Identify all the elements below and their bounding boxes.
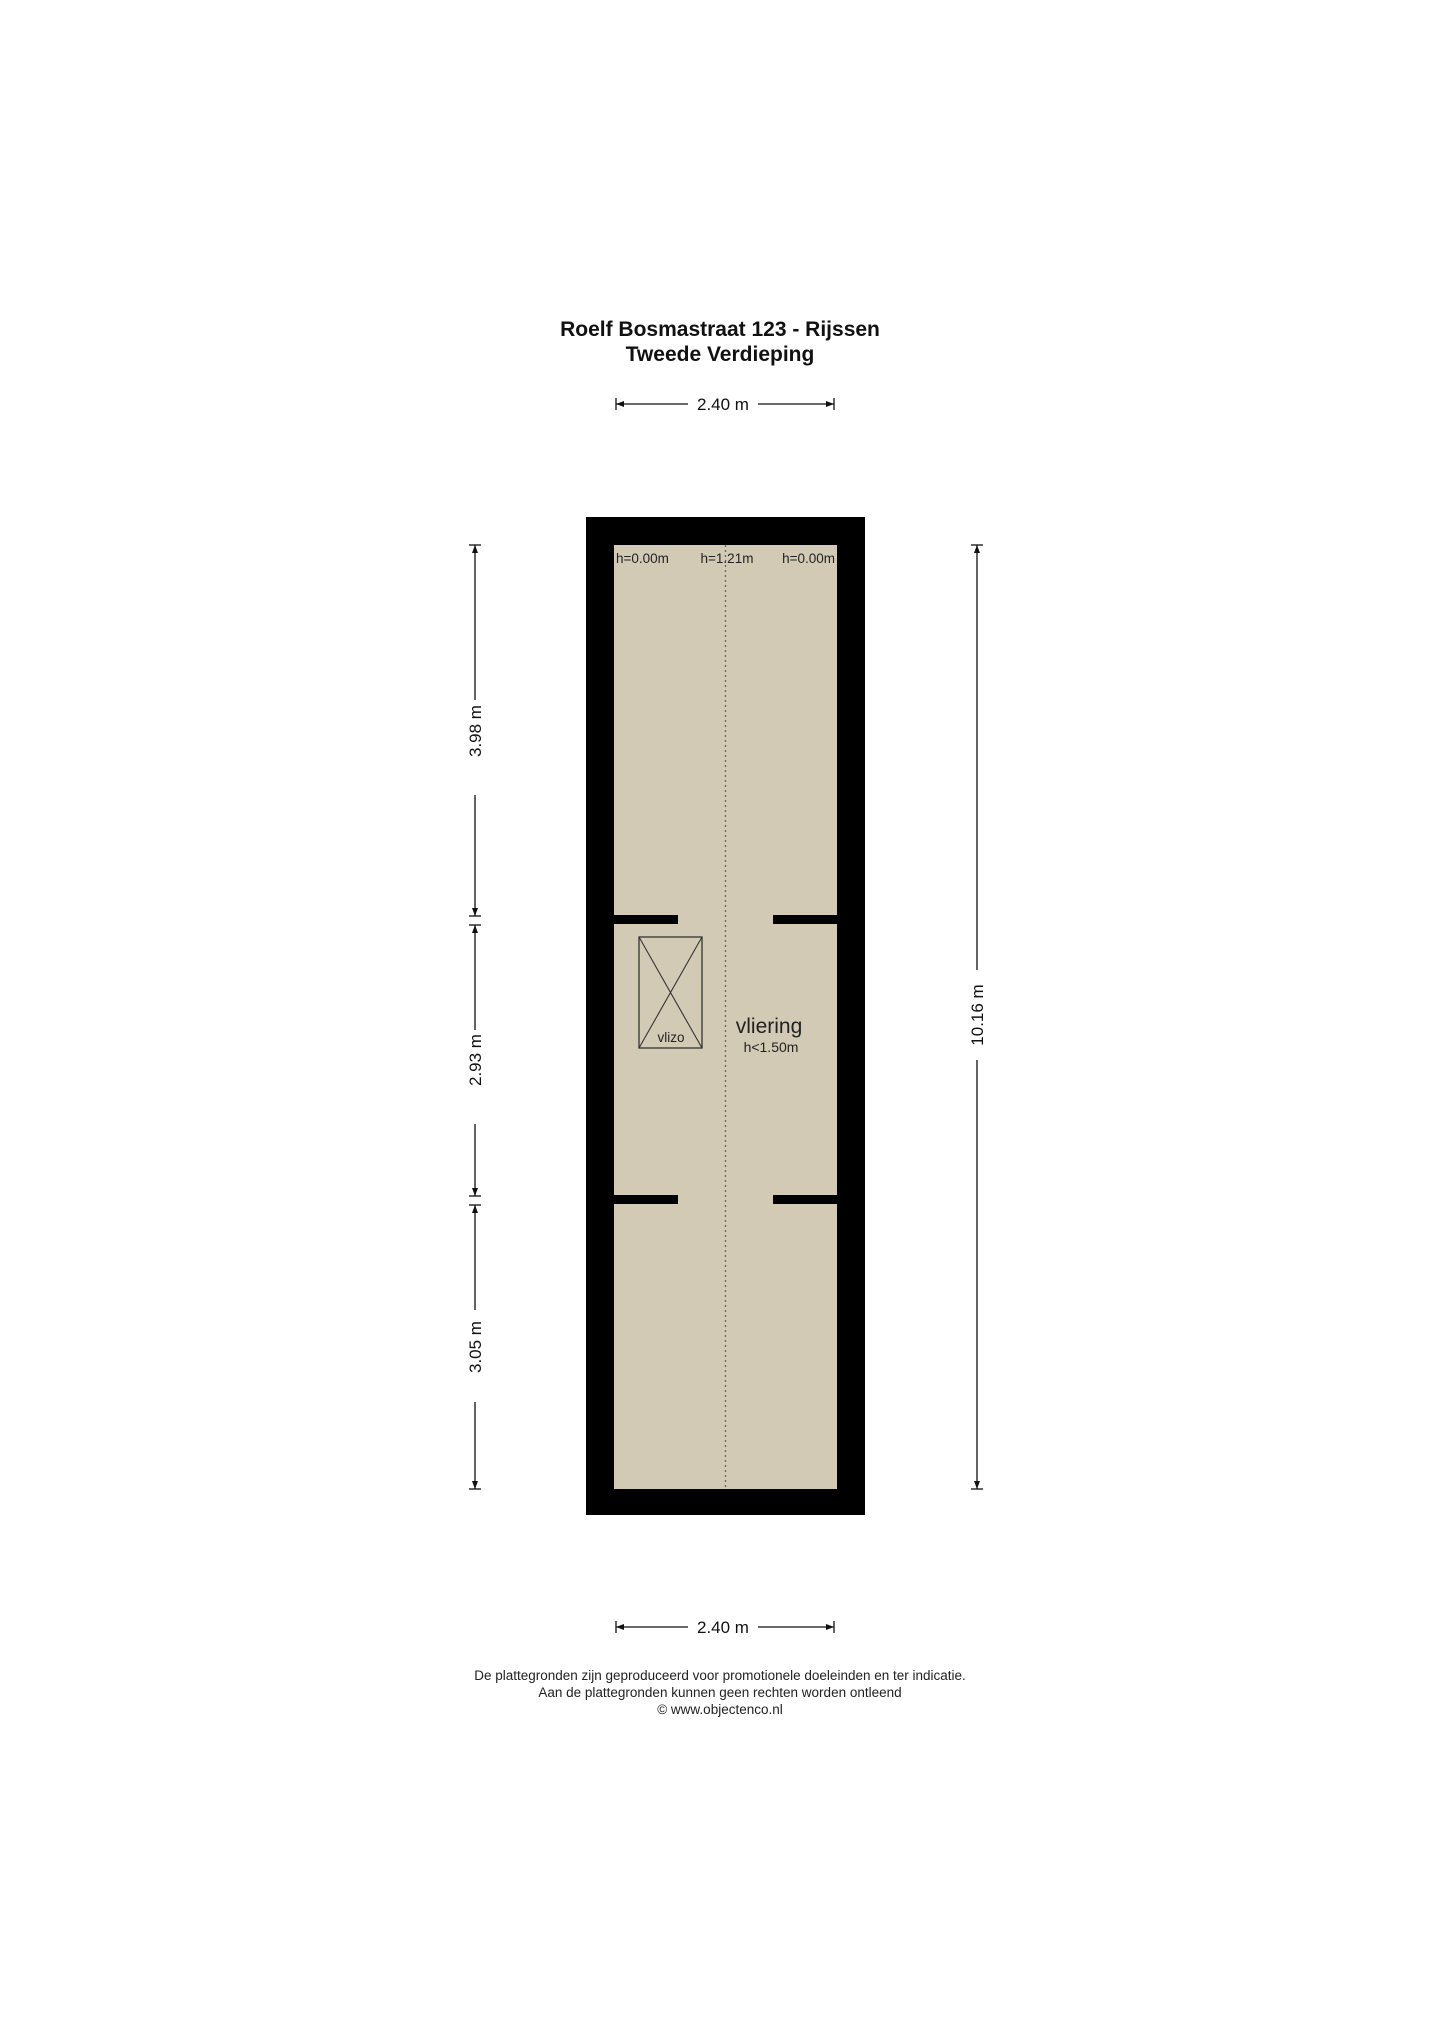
top-width-label: 2.40 m	[697, 395, 749, 414]
height-label-left: h=0.00m	[616, 551, 669, 566]
wall-stub-lower-left	[614, 1195, 678, 1204]
disclaimer-line-1: De plattegronden zijn geproduceerd voor promotionele doeleinden en ter indicatie.	[474, 1668, 966, 1683]
wall-stub-lower-right	[773, 1195, 837, 1204]
left-height-dimension	[466, 545, 485, 1489]
left-segment-3-label: 3.05 m	[466, 1321, 485, 1373]
bottom-width-label: 2.40 m	[697, 1618, 749, 1637]
wall-stub-upper-left	[614, 915, 678, 924]
bottom-width-dimension	[616, 1618, 834, 1637]
top-width-dimension	[616, 395, 834, 414]
room-name: vliering	[735, 1015, 803, 1038]
copyright-line: © www.objectenco.nl	[657, 1702, 783, 1717]
right-height-dimension	[968, 545, 987, 1489]
height-label-right: h=0.00m	[782, 551, 835, 566]
vlizo-label: vlizo	[657, 1030, 685, 1045]
right-total-label: 10.16 m	[968, 984, 987, 1046]
left-segment-2-label: 2.93 m	[466, 1034, 485, 1086]
height-label-ridge: h=1.21m	[700, 551, 754, 566]
room-height-note: h<1.50m	[743, 1039, 799, 1055]
plan-floor-title: Tweede Verdieping	[625, 343, 815, 366]
left-segment-1-label: 3.98 m	[466, 705, 485, 757]
wall-stub-upper-right	[773, 915, 837, 924]
plan-address-title: Roelf Bosmastraat 123 - Rijssen	[560, 318, 880, 341]
disclaimer-line-2: Aan de plattegronden kunnen geen rechten worden ontleend	[538, 1685, 902, 1700]
